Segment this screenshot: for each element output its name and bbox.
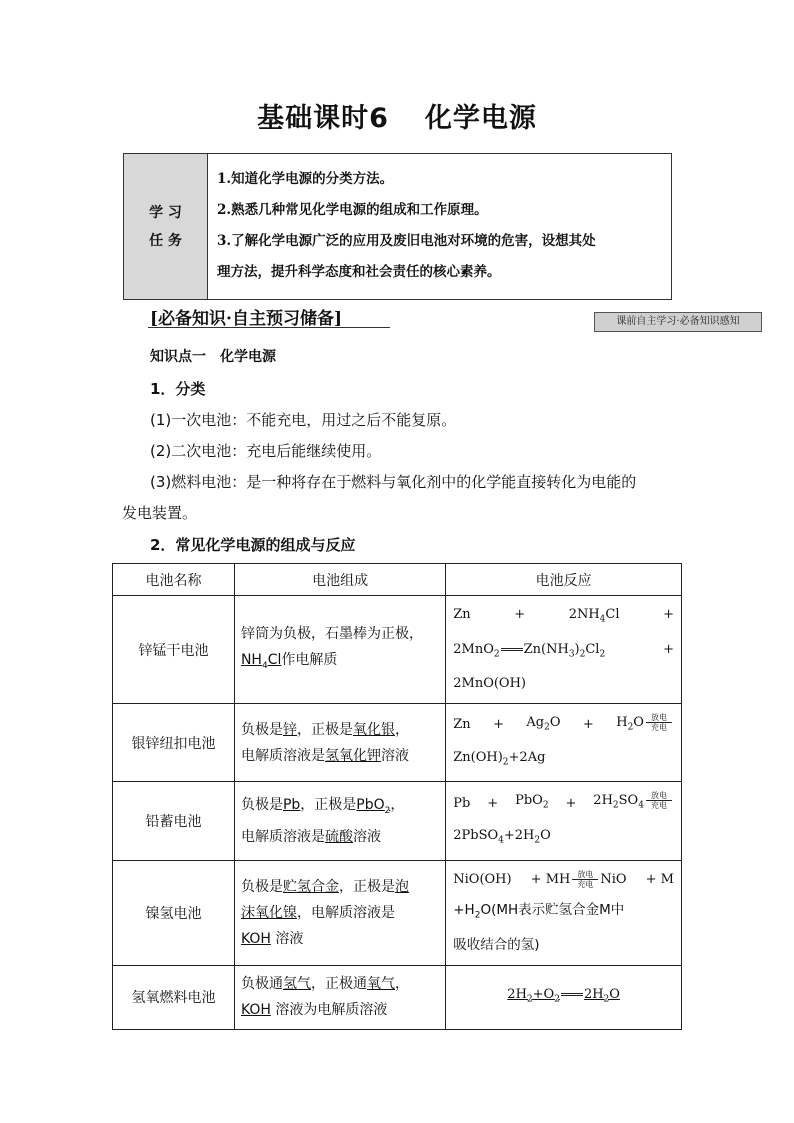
battery-composition: 负极是锌，正极是氧化银， 电解质溶液是氢氧化钾溶液 [234, 704, 445, 782]
section-underline [148, 327, 390, 328]
col-header-name: 电池名称 [113, 564, 235, 596]
table-heading: 2．常见化学电源的组成与反应 [150, 536, 356, 554]
battery-name: 氢氧燃料电池 [113, 965, 235, 1029]
knowledge-point-heading [150, 346, 276, 366]
goal-item: 3.了解化学电源广泛的应用及废旧电池对环境的危害，设想其处 [217, 233, 596, 249]
battery-name: 银锌纽扣电池 [113, 704, 235, 782]
kp-label: 知识点一 [150, 349, 206, 365]
reversible-arrow: 放电 充电 [646, 713, 672, 732]
battery-name: 铅蓄电池 [113, 782, 235, 860]
table-row [113, 965, 682, 1029]
table-header-row [113, 564, 682, 596]
comp-text: 作电解质 [281, 651, 338, 668]
col-header-reaction: 电池反应 [446, 564, 682, 596]
goal-item: 1.知道化学电源的分类方法。 [217, 171, 394, 187]
goal-item: 2.熟悉几种常见化学电源的组成和工作原理。 [217, 202, 488, 218]
goals-list [208, 154, 671, 299]
battery-reaction: Zn + $Ag_2O$ + $H_2O$ 放电 充电 $Zn(OH)_2+2Ag$ [446, 704, 682, 782]
battery-composition: 负极通氢气，正极通氧气， KOH 溶液为电解质溶液 [234, 965, 445, 1029]
section-tag: 课前自主学习·必备知识感知 [594, 312, 762, 332]
table-row [113, 782, 682, 860]
battery-name: 锌锰干电池 [113, 596, 235, 704]
goals-label-line2: 任 务 [149, 232, 182, 249]
table-row [113, 596, 682, 704]
reversible-arrow: 放电 充电 [572, 870, 598, 889]
col-header-composition: 电池组成 [234, 564, 445, 596]
goals-label [124, 154, 208, 299]
table-row [113, 704, 682, 782]
battery-name: 镍氢电池 [113, 860, 235, 965]
title-part2: 化学电源 [424, 103, 537, 134]
classify-primary: (1)一次电池：不能充电，用过之后不能复原。 [150, 411, 457, 429]
comp-text: 锌筒为负极，石墨棒为正极， [240, 625, 423, 642]
classify-heading: 1．分类 [150, 380, 206, 398]
battery-composition: 负极是Pb，正极是PbO$_2$， 电解质溶液是硫酸溶液 [234, 782, 445, 860]
reversible-arrow: 放电 充电 [646, 791, 672, 810]
section-heading: [必备知识·自主预习储备] [150, 309, 343, 329]
battery-table [112, 563, 682, 1030]
battery-composition [234, 596, 445, 704]
title-part1: 基础课时6 [257, 103, 389, 134]
battery-reaction: Zn + $2NH_4Cl$ + 2MnO$_2$ $Zn(NH_3)_2Cl_2$ + 2MnO(OH) [446, 596, 682, 704]
goals-label-line1: 学 习 [149, 204, 182, 221]
battery-composition: 负极是贮氢合金，正极是泡 沫氧化镍，电解质溶液是 KOH 溶液 [234, 860, 445, 965]
battery-reaction: $2H_2+O_2$ $2H_2O$ [446, 965, 682, 1029]
classify-secondary: (2)二次电池：充电后能继续使用。 [150, 442, 382, 460]
battery-reaction: NiO(OH) + MH 放电 充电 NiO + M $+H_2O(MH$表示贮氢合金M中 吸收结合的氢) [446, 860, 682, 965]
page-title [0, 96, 794, 135]
classify-fuel-cont: 发电装置。 [122, 504, 198, 522]
learning-goals-box [123, 153, 672, 300]
table-row [113, 860, 682, 965]
comp-electrolyte: $NH_4Cl$ [240, 651, 282, 671]
classify-fuel: (3)燃料电池：是一种将存在于燃料与氧化剂中的化学能直接转化为电能的 [150, 473, 637, 491]
goal-item: 理方法，提升科学态度和社会责任的核心素养。 [217, 264, 501, 280]
kp-name: 化学电源 [220, 349, 276, 365]
battery-reaction: Pb + PbO$_2$ + $2H_2SO_4$ 放电 充电 $2PbSO_4+2H_2O$ [446, 782, 682, 860]
